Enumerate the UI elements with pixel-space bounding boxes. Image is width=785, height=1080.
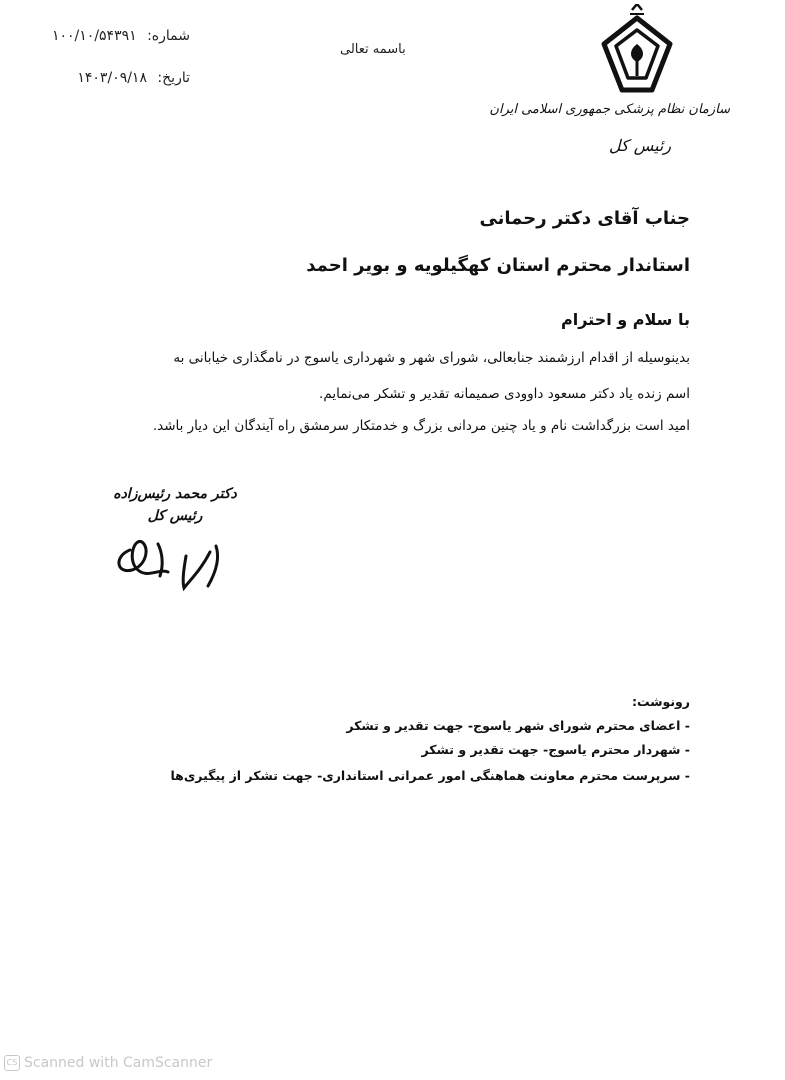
- letter-number: [52, 28, 190, 44]
- letter-date-value: ۱۴۰۳/۰۹/۱۸: [77, 70, 147, 86]
- handwritten-signature: [112, 528, 242, 598]
- camscanner-logo-icon: CS: [4, 1055, 20, 1071]
- greeting: با سلام و احترام: [561, 310, 690, 329]
- scanner-watermark-text: Scanned with CamScanner: [24, 1055, 213, 1071]
- addressee-line-1: جناب آقای دکتر رحمانی: [479, 208, 690, 229]
- addressee-line-2: استاندار محترم استان کهگیلویه و بویر احمد: [306, 255, 690, 276]
- letter-number-value: ۱۰۰/۱۰/۵۴۳۹۱: [52, 28, 137, 44]
- letter-date: [77, 70, 190, 86]
- body-line-3: امید است بزرگداشت نام و یاد چنین مردانی بزرگ و خدمتکار سرمشق راه آیندگان این دیار باشد.: [152, 418, 690, 434]
- body-line-1: بدینوسیله از اقدام ارزشمند جنابعالی، شورای شهر و شهرداری یاسوج در نامگذاری خیابانی به: [173, 350, 690, 366]
- letter-date-label: تاریخ:: [157, 70, 190, 86]
- scanner-watermark: [4, 1055, 212, 1071]
- body-line-2: اسم زنده یاد دکتر مسعود داوودی صمیمانه تقدیر و تشکر می‌نمایم.: [319, 386, 690, 402]
- signatory-name: دکتر محمد رئیس‌زاده: [113, 486, 237, 502]
- org-title: رئیس کل: [608, 136, 672, 155]
- cc-item: - شهردار محترم یاسوج- جهت تقدیر و تشکر: [421, 742, 690, 757]
- bismillah-heading: باسمه تعالی: [340, 42, 406, 57]
- signatory-title: رئیس کل: [147, 508, 203, 524]
- medical-council-logo: [592, 4, 682, 94]
- letter-number-label: شماره:: [147, 28, 190, 44]
- cc-item: - سرپرست محترم معاونت هماهنگی امور عمرانی استانداری- جهت تشکر از پیگیری‌ها: [170, 768, 690, 783]
- cc-item: - اعضای محترم شورای شهر یاسوج- جهت تقدیر و تشکر: [346, 718, 690, 733]
- cc-label: رونوشت:: [631, 694, 690, 709]
- org-name: سازمان نظام پزشکی جمهوری اسلامی ایران: [489, 102, 730, 117]
